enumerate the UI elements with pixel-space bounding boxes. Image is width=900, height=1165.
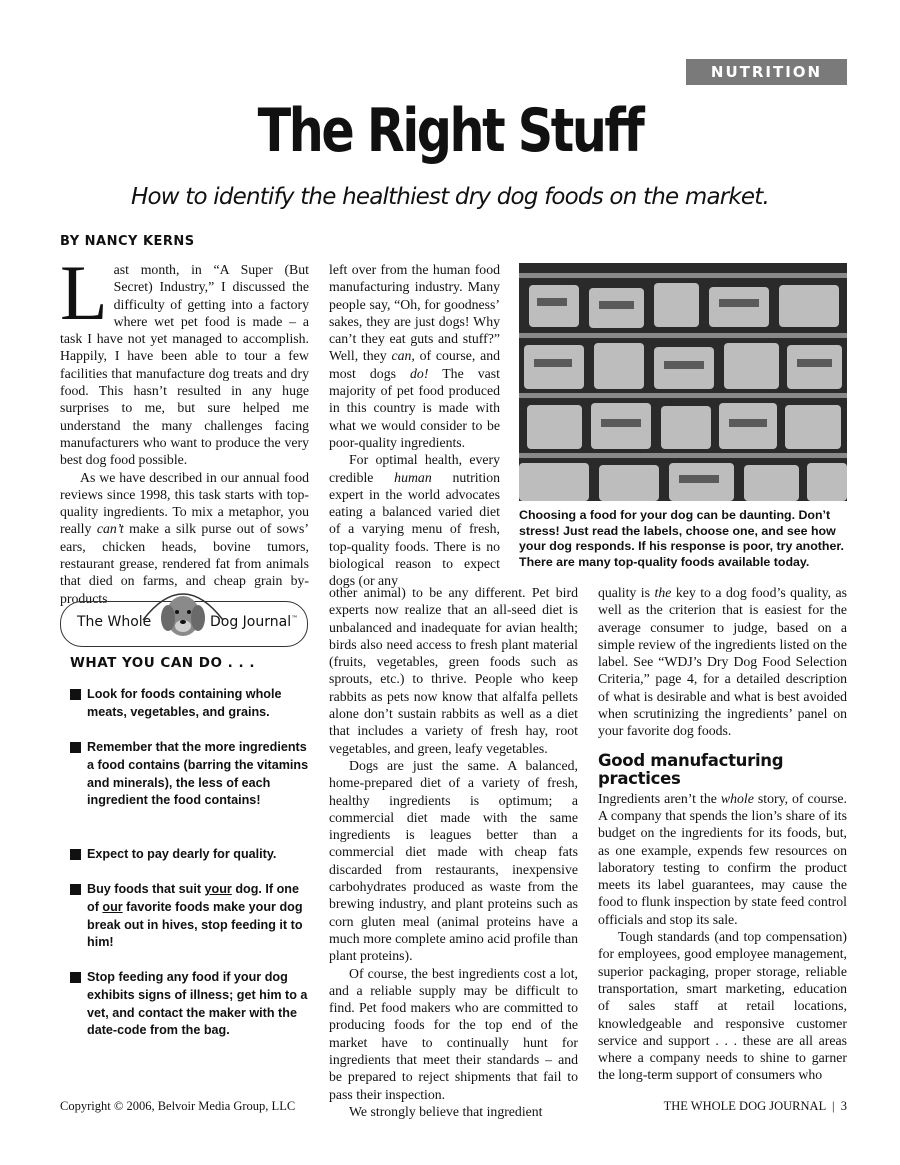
tip-item: Stop feeding any food if your dog exhibits signs of illness; get him to a vet, and contact the maker with the date-code from the bag. xyxy=(70,969,310,1040)
bullet-square-icon xyxy=(70,884,81,895)
paragraph: As we have described in our annual food reviews since 1998, this task starts with top-quality ingredients. To mix a metaphor, you really can’t make a silk purse out of sows’ ears, chicken heads, bovine tumors, restaurant grease, rendered fat from animals that died on farms, and cheap grain by-products xyxy=(60,469,309,606)
paragraph: other animal) to be any different. Pet bird experts now realize that an all-seed diet is unbalanced and inadequate for avian health; birds also need access to fresh plant material (fruits, vegetables, green foods such as sprouts, etc.) to thrive. People who keep rabbits as pets now know that alfalfa pellets alone don’t sustain rabbits as well as a diet that includes a variety of fresh hay, root vegetables, and green, leafy vegetables. xyxy=(329,585,578,756)
paragraph: Dogs are just the same. A balanced, home-prepared diet of a variety of fresh, healthy ingredients is optimum; a commercial diet made with the same ingredients is leagues better than a commercial diet made with cheap fats discarded from restaurants, inexpensive carbohydrates produced as waste from the brewing industry, and plant proteins such as corn gluten meal (animal proteins have a much more complete amino acid profile than plant proteins). xyxy=(329,757,578,964)
sidebar-heading: WHAT YOU CAN DO . . . xyxy=(70,655,255,671)
section-banner: NUTRITION xyxy=(686,59,847,85)
tip-item: Look for foods containing whole meats, vegetables, and grains. xyxy=(70,686,310,722)
dog-head-logo-icon xyxy=(141,582,225,642)
photo-caption: Choosing a food for your dog can be daunting. Don’t stress! Just read the labels, choose one, and see how your dog responds. If his response is poor, try another. There are many top-quality foods available today. xyxy=(519,508,844,569)
pet-food-shelves-photo xyxy=(519,263,847,501)
footer-copyright: Copyright © 2006, Belvoir Media Group, LLC xyxy=(60,1099,296,1113)
drop-cap: L xyxy=(60,249,108,336)
column-2-bottom xyxy=(329,584,578,1120)
column-3 xyxy=(598,584,847,1084)
footer-page-number: THE WHOLE DOG JOURNAL | 3 xyxy=(663,1099,847,1113)
bullet-square-icon xyxy=(70,742,81,753)
paragraph: We strongly believe that ingredient xyxy=(349,1103,543,1119)
paragraph: Ingredients aren’t the whole story, of course. A company that spends the lion’s share of its budget on the ingredients for its foods, but, as one example, expends few resources on laboratory testing to confirm the product meets its label guarantees, may cause the food to flunk inspection by state feed control officials and stop its sale. xyxy=(598,790,847,927)
tip-item: Buy foods that suit your dog. If one of our favorite foods make your dog break out in hives, stop feeding it to him! xyxy=(70,881,310,952)
column-2-top xyxy=(329,261,500,590)
paragraph: Tough standards (and top compensation) for employees, good employee management, superior packaging, proper storage, reliable transportation, smart marketing, education of sales staff at retail locations, knowledgeable and responsive customer service and support . . . these are all areas where a company needs to shine to garner the long-term support of consumers who xyxy=(598,929,847,1083)
paragraph: Last month, in “A Super (But Secret) Industry,” I discussed the difficulty of getting into a factory where wet pet food is made – a task I have not yet managed to accomplish. Happily, I have been able to tour a few facilities that manufacture dog treats and dry food. This hasn’t resulted in any huge surprises to me, but sure helped me understand the many challenges facing manufacturers who want to produce the very best dog food possible. xyxy=(60,249,309,468)
logo-text-right: Dog Journal™ xyxy=(210,614,299,630)
logo-text-left: The Whole xyxy=(77,614,152,630)
tip-item: Expect to pay dearly for quality. xyxy=(70,846,310,864)
byline: BY NANCY KERNS xyxy=(60,234,195,249)
bullet-square-icon xyxy=(70,689,81,700)
bullet-square-icon xyxy=(70,849,81,860)
paragraph: For optimal health, every credible human nutrition expert in the world advocates eating a balanced varied diet of a varying menu of fresh, top-quality foods. There is no biological reason to expect dogs (or any xyxy=(329,452,500,589)
paragraph: quality is the key to a dog food’s quality, as well as the criterion that is easiest for the average consumer to judge, based on a simple review of the ingredients listed on the label. See “WDJ’s Dry Dog Food Selection Criteria,” page 4, for a detailed description of what is desirable and what is best avoided when scrutinizing the ingredients’ panel on your favorite dog foods. xyxy=(598,585,847,739)
paragraph: left over from the human food manufacturing industry. Many people say, “Oh, for goodness’ sakes, they are just dogs! Why can’t they eat guts and stuff?” Well, they can, of course, and most dogs do! The vast majority of pet food produced in this country is made with what we would consider to be poor-quality ingredients. xyxy=(329,262,501,450)
bullet-square-icon xyxy=(70,972,81,983)
article-subtitle: How to identify the healthiest dry dog foods on the market. xyxy=(130,184,770,210)
section-heading: Good manufacturing practices xyxy=(598,750,784,788)
article-title: The Right Stuff xyxy=(257,96,643,166)
paragraph: Of course, the best ingredients cost a lot, and a reliable supply may be difficult to find. Pet food makers who are committed to producing foods for the top end of the market have to continually hunt for ingredients that meet their standards – and be prepared to reject shipments that fail to pass their inspection. xyxy=(329,965,578,1102)
shelves-illustration xyxy=(519,263,847,501)
column-1 xyxy=(60,249,309,607)
tip-item: Remember that the more ingredients a food contains (barring the vitamins and minerals), the less of each ingredient the food contains! xyxy=(70,739,310,810)
